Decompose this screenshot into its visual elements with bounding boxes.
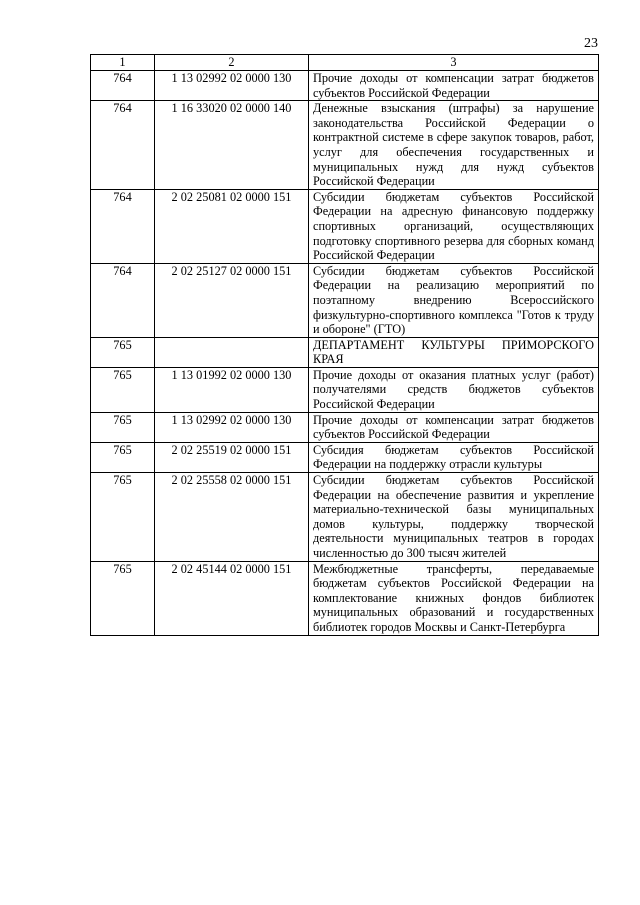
table-row [91,71,599,101]
table-row [91,263,599,337]
budget-code-cell: 2 02 25127 02 0000 151 [155,263,309,337]
table-row [91,101,599,190]
table-header [91,55,599,71]
revenue-name-cell: Субсидия бюджетам субъектов Российской Федерации на поддержку отрасли культуры [309,442,599,472]
budget-revenue-table [90,54,599,636]
revenue-name-cell: Прочие доходы от компенсации затрат бюджетов субъектов Российской Федерации [309,412,599,442]
revenue-name-cell: Субсидии бюджетам субъектов Российской Федерации на адресную финансовую поддержку спортивных организаций, осуществляющих подготовку спортивного резерва для сборных команд Российской Федерации [309,189,599,263]
budget-code-cell: 1 16 33020 02 0000 140 [155,101,309,190]
budget-code-cell: 2 02 25081 02 0000 151 [155,189,309,263]
budget-code-cell [155,337,309,367]
table-row [91,367,599,412]
column-header-1: 1 [91,55,155,71]
column-header-3: 3 [309,55,599,71]
table-row [91,473,599,562]
revenue-name-cell: Межбюджетные трансферты, передаваемые бюджетам субъектов Российской Федерации на комплектование книжных фондов библиотек муниципальных образований и государственных библиотек городов Москвы и Санкт-Петербурга [309,561,599,635]
budget-code-cell: 2 02 25519 02 0000 151 [155,442,309,472]
admin-code-cell: 765 [91,473,155,562]
admin-code-cell: 765 [91,367,155,412]
table-body [91,71,599,636]
admin-code-cell: 765 [91,337,155,367]
column-header-2: 2 [155,55,309,71]
revenue-name-cell: Прочие доходы от оказания платных услуг (работ) получателями средств бюджетов субъектов Российской Федерации [309,367,599,412]
table-row [91,442,599,472]
admin-code-cell: 764 [91,71,155,101]
budget-code-cell: 1 13 02992 02 0000 130 [155,412,309,442]
budget-code-cell: 2 02 45144 02 0000 151 [155,561,309,635]
page-number: 23 [584,36,598,51]
table-row [91,561,599,635]
table-header-row [91,55,599,71]
budget-code-cell: 2 02 25558 02 0000 151 [155,473,309,562]
revenue-name-cell: Прочие доходы от компенсации затрат бюджетов субъектов Российской Федерации [309,71,599,101]
budget-code-cell: 1 13 02992 02 0000 130 [155,71,309,101]
table-row [91,189,599,263]
admin-code-cell: 765 [91,442,155,472]
revenue-name-cell: Субсидии бюджетам субъектов Российской Федерации на обеспечение развития и укрепление материально-технической базы муниципальных домов культуры, поддержку творческой деятельности муниципальных театров в городах численностью до 300 тысяч жителей [309,473,599,562]
revenue-name-cell: Денежные взыскания (штрафы) за нарушение законодательства Российской Федерации о контрактной системе в сфере закупок товаров, работ, услуг для обеспечения государственных и муниципальных нужд для нужд субъектов Российской Федерации [309,101,599,190]
budget-code-cell: 1 13 01992 02 0000 130 [155,367,309,412]
department-name-cell: ДЕПАРТАМЕНТ КУЛЬТУРЫ ПРИМОРСКОГО КРАЯ [309,337,599,367]
admin-code-cell: 765 [91,412,155,442]
admin-code-cell: 764 [91,263,155,337]
admin-code-cell: 764 [91,189,155,263]
admin-code-cell: 764 [91,101,155,190]
table-row [91,412,599,442]
admin-code-cell: 765 [91,561,155,635]
department-heading-row [91,337,599,367]
revenue-name-cell: Субсидии бюджетам субъектов Российской Федерации на реализацию мероприятий по поэтапному внедрению Всероссийского физкультурно-спортивного комплекса "Готов к труду и обороне" (ГТО) [309,263,599,337]
